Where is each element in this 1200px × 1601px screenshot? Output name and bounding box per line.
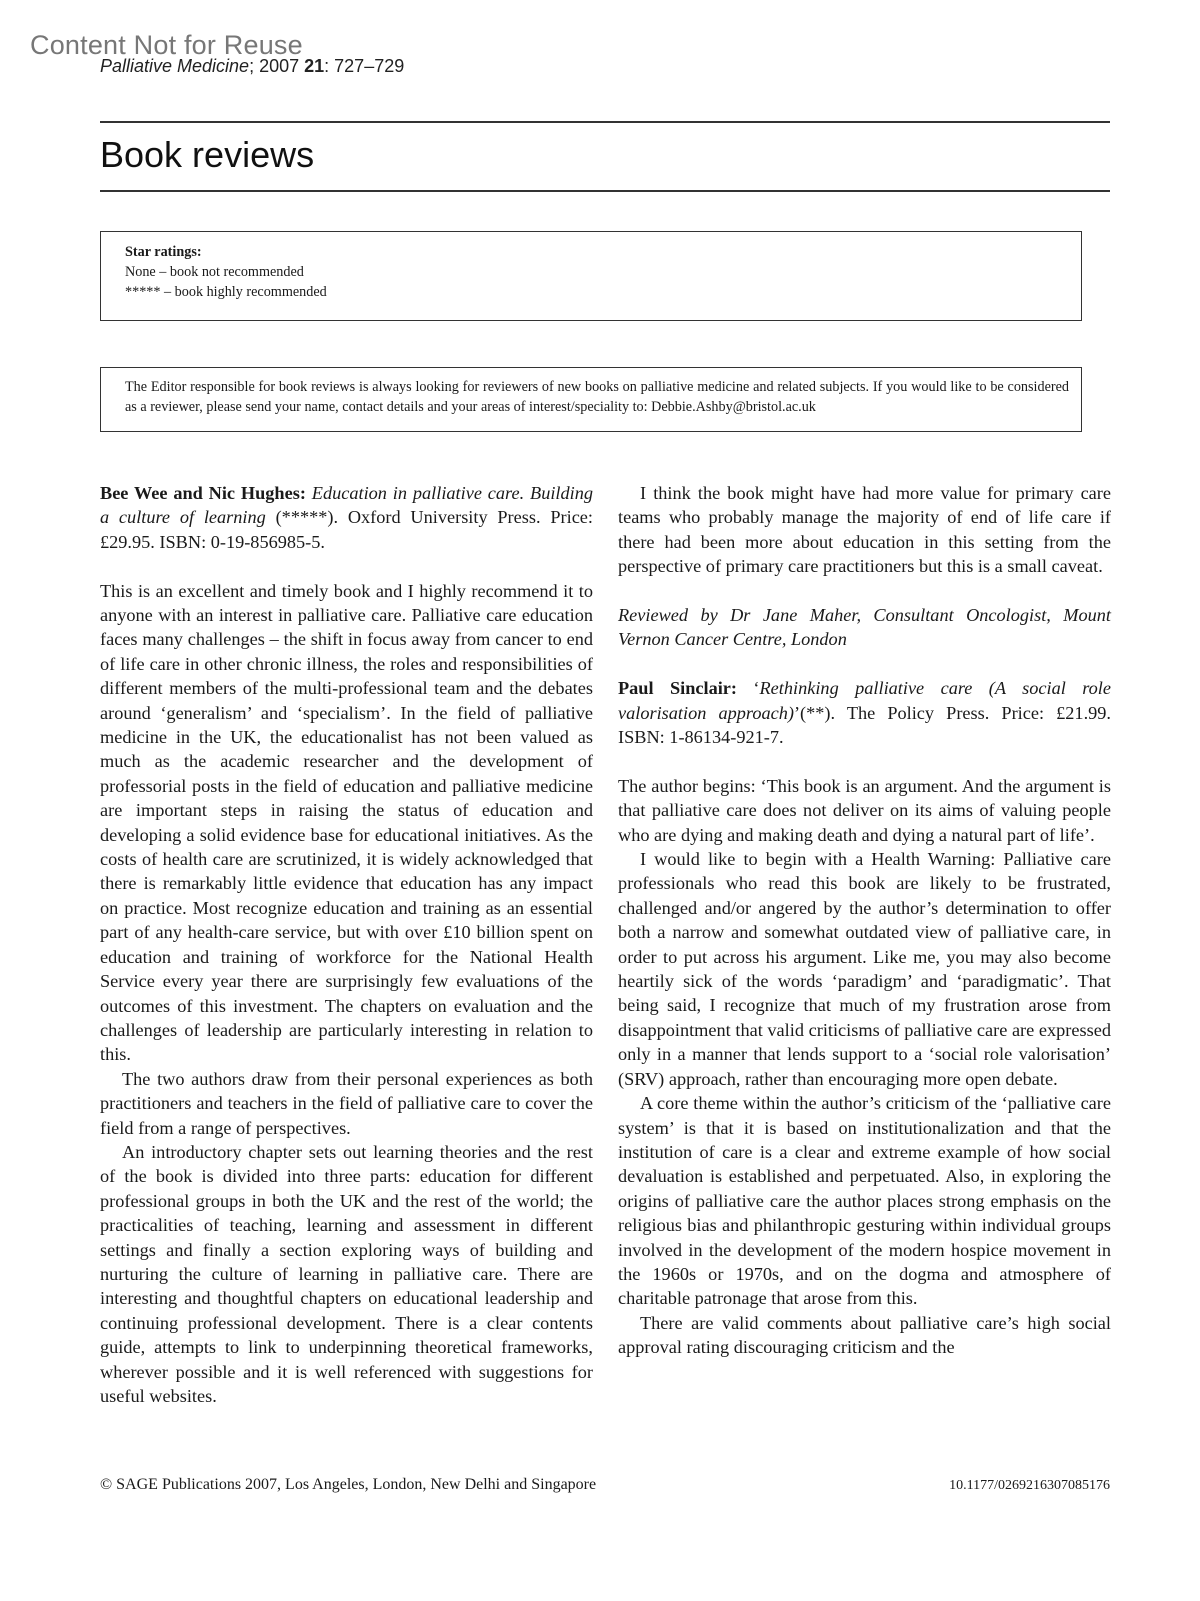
review1-publisher: (*****). Oxford University Press. Price: £29.95. ISBN: 0-19-856985-5.	[100, 507, 593, 552]
review2-publisher: ’(**). The Policy Press. Price: £21.99. ISBN: 1-86134-921-7.	[618, 702, 1111, 748]
review2-author: Paul Sinclair:	[618, 678, 737, 699]
review1-paragraph: I think the book might have had more value for primary care teams who probably manage the majority of end of life care if there had been more about education in this setting from the perspective of primary care practitioners but this is a small caveat.	[618, 483, 1111, 577]
title-rule	[100, 190, 1110, 192]
journal-volume: 21	[304, 56, 325, 76]
journal-year: ; 2007	[249, 56, 305, 76]
journal-pages: : 727–729	[324, 56, 405, 76]
review2-paragraph: There are valid comments about palliative care’s high social approval rating discouraging criticism and the	[618, 1312, 1111, 1358]
star-rating-five: ***** – book highly recommended	[125, 284, 327, 300]
review2-book-subtitle: (A social role valorisation approach)	[618, 678, 1111, 723]
journal-name: Palliative Medicine	[100, 56, 250, 76]
review2-book-title: Rethinking palliative care	[759, 678, 973, 699]
column-right	[618, 481, 1111, 1360]
footer-copyright: © SAGE Publications 2007, Los Angeles, London, New Delhi and Singapore	[100, 1476, 597, 1493]
review1-paragraph: An introductory chapter sets out learning theories and the rest of the book is divided into three parts: education for different professional groups in both the UK and the rest of the world; the practicalities of teaching, learning and assessment in different settings and finally a section exploring ways of building and nurturing the culture of learning in palliative care. There are interesting and thoughtful chapters on educational leadership and continuing professional development. There is a clear contents guide, attempts to link to underpinning theoretical frameworks, wherever possible and it is well referenced with suggestions for useful websites.	[100, 1141, 593, 1407]
review1-paragraph: This is an excellent and timely book and I highly recommend it to anyone with an interest in palliative care. Palliative care education faces many challenges – the shift in focus away from cancer to end of life care in other chronic illness, the roles and responsibilities of different members of the multi-professional team and the debates around ‘generalism’ and ‘specialism’. In the field of palliative medicine in the UK, the educationalist has not been valued as much as the academic researcher and the development of professorial posts in the field of education and palliative medicine are important steps in raising the status of education and developing a solid evidence base for educational initiatives. As the costs of health care are scrutinized, it is widely acknowledged that there is remarkably little evidence that education has any impact on practice. Most recognize education and training as an essential part of any health-care service, but with over £10 billion spent on education and training of workforce for the National Health Service every year there are surprisingly few evaluations of the outcomes of this investment. The chapters on evaluation and the challenges of leadership are particularly interesting in relation to this.	[100, 580, 593, 1065]
editor-notice-box	[100, 367, 1082, 432]
column-left	[100, 481, 593, 1408]
footer-doi: 10.1177/0269216307085176	[949, 1478, 1110, 1493]
review2-citation	[618, 676, 1111, 749]
review1-authors: Bee Wee and Nic Hughes:	[100, 483, 306, 503]
review2-paragraph: The author begins: ‘This book is an argument. And the argument is that palliative care does not deliver on its aims of valuing people who are dying and making death and dying a natural part of life’.	[618, 775, 1111, 845]
review1-citation	[100, 481, 593, 554]
section-title: Book reviews	[100, 134, 315, 175]
top-rule	[100, 121, 1110, 123]
review2-quote-open: ‘	[737, 678, 760, 699]
star-ratings-label: Star ratings:	[125, 244, 202, 260]
star-rating-none: None – book not recommended	[125, 264, 304, 280]
editor-notice-text: The Editor responsible for book reviews is always looking for reviewers of new books on palliative medicine and related subjects. If you would like to be considered as a reviewer, please send your name, contact details and your areas of interest/speciality to: Debbie.Ashby@bristol.ac.uk	[125, 379, 1069, 415]
review2-paragraph: A core theme within the author’s criticism of the ‘palliative care system’ is that it is based on institutionalization and that the institution of care is a clear and extreme example of how social devaluation is established and perpetuated. Also, in exploring the origins of palliative care the author places strong emphasis on the religious bias and philanthropic gesturing within individual groups involved in the development of the modern hospice movement in the 1960s or 1970s, and on the dogma and atmosphere of charitable patronage that arose from this.	[618, 1093, 1111, 1309]
running-head	[100, 56, 404, 77]
review2-paragraph: I would like to begin with a Health Warning: Palliative care professionals who read this book are likely to be frustrated, challenged and/or angered by the author’s determination to offer both a narrow and somewhat outdated view of palliative care, in order to put across his argument. Like me, you may also become heartily sick of the words ‘paradigm’ and ‘paradigmatic’. That being said, I recognize that much of my frustration arose from disappointment that valid criticisms of palliative care are expressed only in a manner that lends support to a ‘social role valorisation’ (SRV) approach, rather than encouraging more open debate.	[618, 849, 1111, 1089]
review1-reviewer: Reviewed by Dr Jane Maher, Consultant Oncologist, Mount Vernon Cancer Centre, London	[618, 605, 1111, 650]
review1-book-title: Education in palliative care. Building a culture of learning	[100, 483, 593, 528]
watermark: Content Not for Reuse	[30, 30, 303, 60]
star-ratings-box	[100, 231, 1082, 321]
review1-paragraph: The two authors draw from their personal experiences as both practitioners and teachers in the field of palliative care to cover the field from a range of perspectives.	[100, 1068, 593, 1138]
